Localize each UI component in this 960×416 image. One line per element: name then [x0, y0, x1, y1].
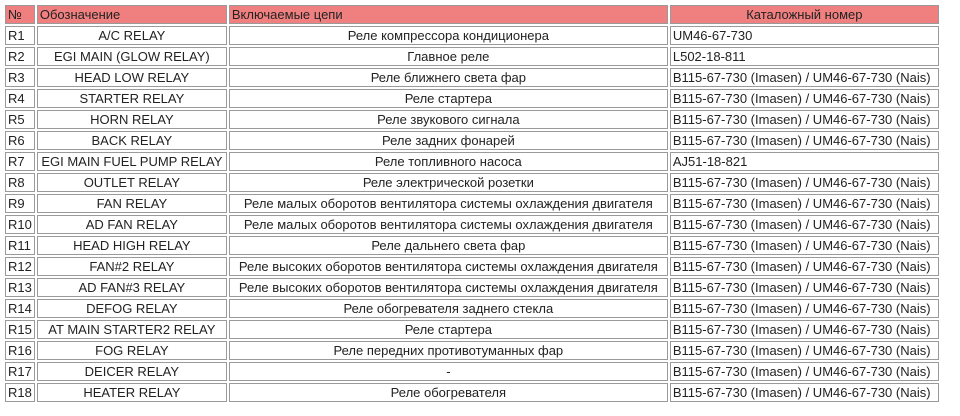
table-row: [5, 152, 939, 171]
table-row: [5, 236, 939, 255]
cell-number: R15: [5, 320, 35, 339]
cell-number: R14: [5, 299, 35, 318]
cell-designation: BACK RELAY: [37, 131, 227, 150]
cell-circuits: Реле ближнего света фар: [229, 68, 668, 87]
header-number: №: [5, 5, 35, 24]
cell-circuits: Реле топливного насоса: [229, 152, 668, 171]
table-row: [5, 131, 939, 150]
table-row: [5, 341, 939, 360]
cell-circuits: Реле обогревателя: [229, 383, 668, 402]
cell-circuits: Реле стартера: [229, 320, 668, 339]
cell-catalog-number: L502-18-811: [670, 47, 939, 66]
cell-circuits: Реле передних противотуманных фар: [229, 341, 668, 360]
cell-catalog-number: B115-67-730 (Imasen) / UM46-67-730 (Nais): [670, 278, 939, 297]
table-body: [5, 26, 939, 402]
table-row: [5, 173, 939, 192]
cell-catalog-number: B115-67-730 (Imasen) / UM46-67-730 (Nais): [670, 215, 939, 234]
cell-circuits: Реле высоких оборотов вентилятора системы охлаждения двигателя: [229, 278, 668, 297]
cell-number: R1: [5, 26, 35, 45]
cell-designation: EGI MAIN FUEL PUMP RELAY: [37, 152, 227, 171]
cell-designation: HEAD HIGH RELAY: [37, 236, 227, 255]
cell-number: R6: [5, 131, 35, 150]
cell-number: R4: [5, 89, 35, 108]
cell-catalog-number: B115-67-730 (Imasen) / UM46-67-730 (Nais): [670, 299, 939, 318]
table-row: [5, 47, 939, 66]
cell-designation: EGI MAIN (GLOW RELAY): [37, 47, 227, 66]
cell-catalog-number: B115-67-730 (Imasen) / UM46-67-730 (Nais): [670, 362, 939, 381]
table-row: [5, 194, 939, 213]
cell-number: R17: [5, 362, 35, 381]
table-row: [5, 383, 939, 402]
cell-designation: AD FAN RELAY: [37, 215, 227, 234]
table-row: [5, 110, 939, 129]
header-circuits: Включаемые цепи: [229, 5, 668, 24]
cell-number: R12: [5, 257, 35, 276]
header-designation: Обозначение: [37, 5, 227, 24]
cell-circuits: Реле звукового сигнала: [229, 110, 668, 129]
cell-catalog-number: B115-67-730 (Imasen) / UM46-67-730 (Nais): [670, 320, 939, 339]
cell-number: R7: [5, 152, 35, 171]
cell-circuits: Реле задних фонарей: [229, 131, 668, 150]
cell-designation: FOG RELAY: [37, 341, 227, 360]
cell-circuits: Реле стартера: [229, 89, 668, 108]
cell-designation: HORN RELAY: [37, 110, 227, 129]
cell-designation: HEAD LOW RELAY: [37, 68, 227, 87]
header-catalog-number: Каталожный номер: [670, 5, 939, 24]
cell-number: R3: [5, 68, 35, 87]
cell-designation: A/C RELAY: [37, 26, 227, 45]
cell-number: R18: [5, 383, 35, 402]
table-row: [5, 278, 939, 297]
cell-circuits: Главное реле: [229, 47, 668, 66]
table-row: [5, 89, 939, 108]
cell-number: R2: [5, 47, 35, 66]
cell-designation: AT MAIN STARTER2 RELAY: [37, 320, 227, 339]
table-header-row: [5, 5, 939, 24]
cell-catalog-number: B115-67-730 (Imasen) / UM46-67-730 (Nais): [670, 236, 939, 255]
cell-number: R8: [5, 173, 35, 192]
table-row: [5, 68, 939, 87]
cell-circuits: -: [229, 362, 668, 381]
cell-catalog-number: B115-67-730 (Imasen) / UM46-67-730 (Nais): [670, 383, 939, 402]
cell-designation: STARTER RELAY: [37, 89, 227, 108]
cell-catalog-number: UM46-67-730: [670, 26, 939, 45]
cell-designation: FAN RELAY: [37, 194, 227, 213]
cell-circuits: Реле обогревателя заднего стекла: [229, 299, 668, 318]
cell-designation: OUTLET RELAY: [37, 173, 227, 192]
cell-number: R9: [5, 194, 35, 213]
cell-catalog-number: B115-67-730 (Imasen) / UM46-67-730 (Nais): [670, 131, 939, 150]
cell-designation: DEFOG RELAY: [37, 299, 227, 318]
cell-number: R10: [5, 215, 35, 234]
table-row: [5, 299, 939, 318]
table-row: [5, 362, 939, 381]
relay-table-container: [3, 3, 941, 404]
cell-designation: AD FAN#3 RELAY: [37, 278, 227, 297]
table-row: [5, 26, 939, 45]
cell-catalog-number: B115-67-730 (Imasen) / UM46-67-730 (Nais): [670, 110, 939, 129]
cell-catalog-number: B115-67-730 (Imasen) / UM46-67-730 (Nais): [670, 68, 939, 87]
cell-circuits: Реле компрессора кондиционера: [229, 26, 668, 45]
cell-designation: DEICER RELAY: [37, 362, 227, 381]
cell-number: R11: [5, 236, 35, 255]
cell-catalog-number: AJ51-18-821: [670, 152, 939, 171]
cell-circuits: Реле высоких оборотов вентилятора системы охлаждения двигателя: [229, 257, 668, 276]
cell-circuits: Реле электрической розетки: [229, 173, 668, 192]
cell-number: R13: [5, 278, 35, 297]
cell-catalog-number: B115-67-730 (Imasen) / UM46-67-730 (Nais): [670, 89, 939, 108]
cell-circuits: Реле малых оборотов вентилятора системы охлаждения двигателя: [229, 194, 668, 213]
cell-circuits: Реле дальнего света фар: [229, 236, 668, 255]
cell-number: R5: [5, 110, 35, 129]
table-row: [5, 320, 939, 339]
table-row: [5, 215, 939, 234]
cell-circuits: Реле малых оборотов вентилятора системы охлаждения двигателя: [229, 215, 668, 234]
cell-catalog-number: B115-67-730 (Imasen) / UM46-67-730 (Nais): [670, 257, 939, 276]
cell-number: R16: [5, 341, 35, 360]
cell-catalog-number: B115-67-730 (Imasen) / UM46-67-730 (Nais): [670, 341, 939, 360]
cell-designation: FAN#2 RELAY: [37, 257, 227, 276]
cell-designation: HEATER RELAY: [37, 383, 227, 402]
cell-catalog-number: B115-67-730 (Imasen) / UM46-67-730 (Nais): [670, 173, 939, 192]
table-row: [5, 257, 939, 276]
relay-table: [3, 3, 941, 404]
cell-catalog-number: B115-67-730 (Imasen) / UM46-67-730 (Nais): [670, 194, 939, 213]
